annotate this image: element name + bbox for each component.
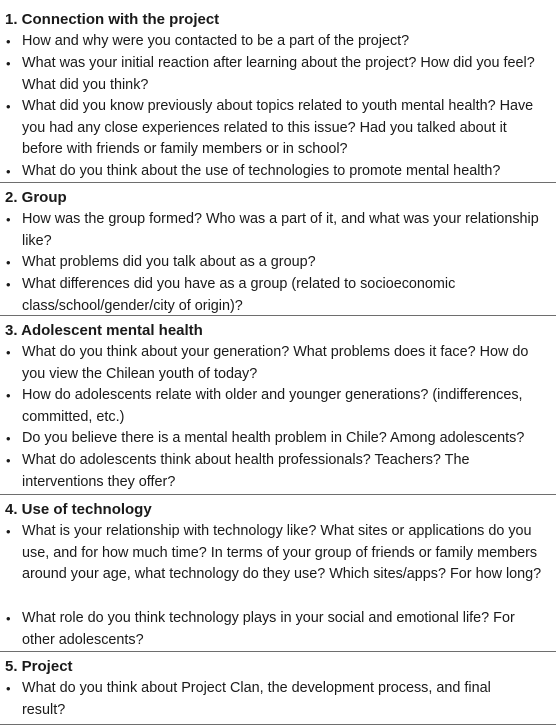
section-title: 1. Connection with the project — [5, 11, 220, 28]
question-list — [0, 342, 556, 493]
section-use-of-technology — [0, 498, 556, 651]
bullet: • — [6, 255, 11, 270]
question-text: How and why were you contacted to be a part of the project? — [22, 33, 410, 49]
section-title: 2. Group — [5, 189, 67, 206]
question-text: What problems did you talk about as a group? — [22, 254, 316, 270]
question-item — [0, 209, 556, 252]
bullet: • — [6, 345, 11, 360]
bullet: • — [6, 99, 11, 114]
question-item — [0, 608, 556, 651]
question-list — [0, 678, 556, 721]
divider — [0, 494, 556, 495]
bullet: • — [6, 453, 11, 468]
bullet: • — [6, 431, 11, 446]
section-title: 5. Project — [5, 658, 73, 675]
question-text: What is your relationship with technology like? What sites or applications do you use, and for how much time? In terms of your group of friends or family members around your age, what technology do they use? Which sites/apps? For how long? — [22, 523, 542, 582]
bullet: • — [6, 56, 11, 71]
section-title: 4. Use of technology — [5, 501, 152, 518]
question-item — [0, 161, 556, 183]
question-text: What was your initial reaction after learning about the project? How did you feel? What did you think? — [22, 55, 535, 93]
question-text: What do adolescents think about health professionals? Teachers? The interventions they offer? — [22, 452, 470, 490]
bullet: • — [6, 277, 11, 292]
bullet: • — [6, 212, 11, 227]
bottom-border — [0, 724, 556, 725]
question-text: What role do you think technology plays in your social and emotional life? For other adolescents? — [22, 610, 515, 648]
question-text: What do you think about the use of technologies to promote mental health? — [22, 163, 501, 179]
section-adolescent-mental-health — [0, 319, 556, 493]
divider — [0, 651, 556, 652]
question-item — [0, 252, 556, 274]
question-item — [0, 428, 556, 450]
question-item — [0, 450, 556, 493]
bullet: • — [6, 34, 11, 49]
section-group — [0, 186, 556, 317]
question-item — [0, 342, 556, 385]
bullet: • — [6, 611, 11, 626]
question-text: What do you think about Project Clan, the development process, and final result? — [22, 680, 491, 718]
bullet: • — [6, 681, 11, 696]
question-item — [0, 274, 556, 317]
question-text: What do you think about your generation? What problems does it face? How do you view the Chilean youth of today? — [22, 344, 529, 382]
question-item — [0, 678, 556, 721]
question-item — [0, 96, 556, 161]
question-list — [0, 31, 556, 183]
bullet: • — [6, 388, 11, 403]
question-list — [0, 209, 556, 317]
bullet: • — [6, 524, 11, 539]
section-title: 3. Adolescent mental health — [5, 322, 203, 339]
section-connection — [0, 8, 556, 183]
question-item — [0, 31, 556, 53]
question-item — [0, 521, 556, 608]
divider — [0, 182, 556, 183]
question-text: Do you believe there is a mental health problem in Chile? Among adolescents? — [22, 430, 525, 446]
question-item — [0, 53, 556, 96]
bullet: • — [6, 164, 11, 179]
question-item — [0, 385, 556, 428]
question-list — [0, 521, 556, 651]
question-text: What differences did you have as a group (related to socioeconomic class/school/gender/city of origin)? — [22, 276, 456, 314]
question-text: What did you know previously about topics related to youth mental health? Have you had any close experiences related to this issue? Had you talked about it before with friends or family members or in school? — [22, 98, 534, 157]
divider — [0, 315, 556, 316]
question-text: How do adolescents relate with older and younger generations? (indifferences, committed, etc.) — [22, 387, 523, 425]
question-text: How was the group formed? Who was a part of it, and what was your relationship like? — [22, 211, 539, 249]
section-project — [0, 655, 556, 721]
